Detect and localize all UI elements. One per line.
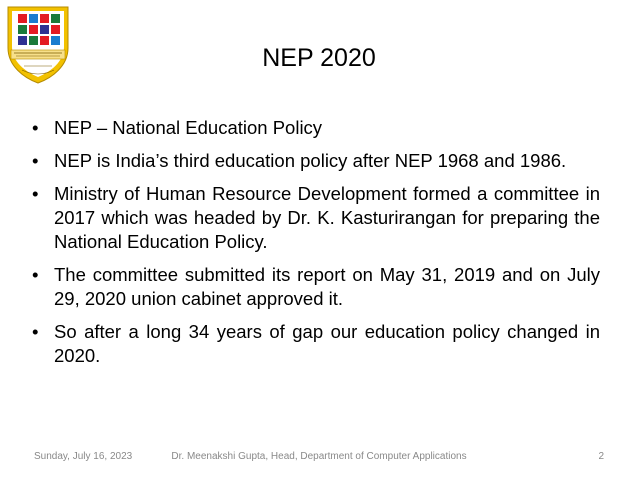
slide-title: NEP 2020: [262, 44, 376, 72]
bullet-marker: •: [32, 150, 39, 171]
page-number: 2: [598, 451, 604, 462]
bullet-item: [32, 182, 600, 254]
bullet-list: [32, 116, 600, 377]
bullet-item: [32, 116, 600, 140]
bullet-marker: •: [32, 321, 39, 342]
bullet-text: The committee submitted its report on May 31, 2019 and on July 29, 2020 union cabinet approved it.: [54, 264, 600, 309]
bullet-item: [32, 263, 600, 311]
bullet-marker: •: [32, 117, 39, 138]
footer-author: Dr. Meenakshi Gupta, Head, Department of Computer Applications: [171, 451, 467, 462]
bullet-text: NEP is India’s third education policy after NEP 1968 and 1986.: [54, 150, 567, 171]
bullet-text: NEP – National Education Policy: [54, 117, 323, 138]
footer-date: Sunday, July 16, 2023: [34, 451, 133, 462]
bullet-text: So after a long 34 years of gap our education policy changed in 2020.: [54, 321, 600, 366]
bullet-text: Ministry of Human Resource Development formed a committee in 2017 which was headed by Dr. K. Kasturirangan for preparing the National Education Policy.: [54, 183, 600, 252]
bullet-marker: •: [32, 264, 39, 285]
bullet-item: [32, 320, 600, 368]
bullet-item: [32, 149, 600, 173]
bullet-marker: •: [32, 183, 39, 204]
